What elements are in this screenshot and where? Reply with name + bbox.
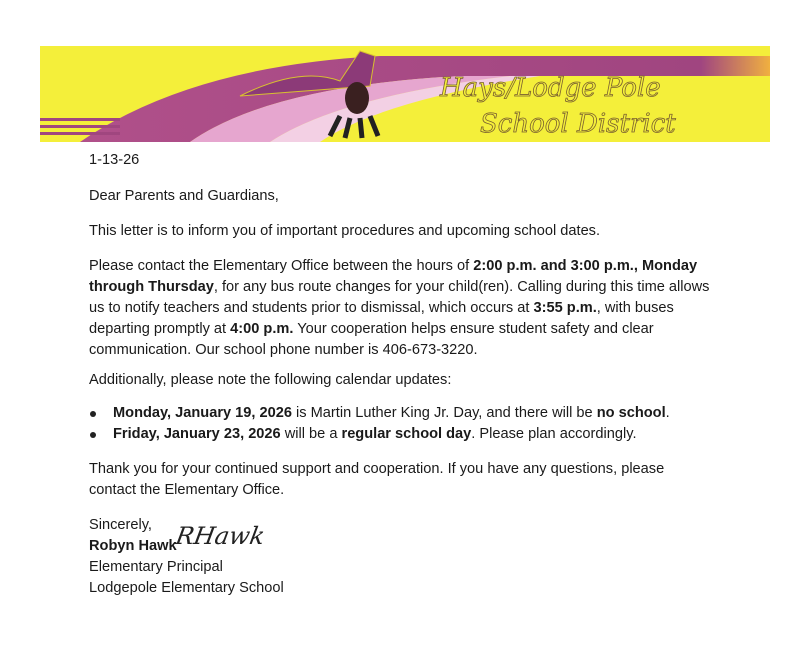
emphasis: no school (596, 405, 666, 421)
letter-date: 1-13-26 (89, 152, 140, 168)
text: communication. Our school phone number is 406-673-3220. (89, 342, 478, 358)
salutation: Dear Parents and Guardians, (89, 188, 279, 204)
bullet-icon (90, 432, 96, 438)
text: Your cooperation helps ensure student safety and clear (293, 321, 654, 337)
text: is Martin Luther King Jr. Day, and there will be (292, 405, 597, 421)
emphasis: Monday, January 19, 2026 (113, 405, 292, 421)
closing-paragraph (89, 459, 664, 501)
school-district-logo-banner (40, 46, 770, 142)
emphasis: 3:55 p.m. (533, 300, 597, 316)
text: will be a (280, 426, 342, 442)
bullet-icon (90, 411, 96, 417)
emphasis: 4:00 p.m. (230, 321, 294, 337)
text: Thank you for your continued support and cooperation. If you have any questions, please (89, 461, 665, 477)
text: departing promptly at (89, 321, 231, 337)
text: . (665, 405, 670, 421)
text: contact the Elementary Office. (89, 482, 285, 498)
text: Please contact the Elementary Office between the hours of (89, 258, 474, 274)
emphasis: regular school day (341, 426, 472, 442)
logo-title-line1: Hays/Lodge Pole (440, 73, 661, 103)
emphasis: through Thursday (89, 279, 214, 295)
calendar-intro: Additionally, please note the following calendar updates: (89, 372, 452, 388)
bus-procedures-paragraph (89, 256, 709, 361)
signer-title: Elementary Principal (89, 559, 223, 575)
sign-off: Sincerely, (89, 517, 152, 533)
signer-name: Robyn Hawk (89, 538, 177, 554)
intro-paragraph: This letter is to inform you of important procedures and upcoming school dates. (89, 223, 601, 239)
handwritten-signature: RHawk (173, 522, 267, 550)
emphasis: 2:00 p.m. and 3:00 p.m., Monday (473, 258, 698, 274)
calendar-bullet (113, 424, 637, 445)
logo-title-line2: School District (480, 109, 676, 139)
text: , for any bus route changes for your child(ren). Calling during this time allows (213, 279, 710, 295)
signer-school: Lodgepole Elementary School (89, 580, 284, 596)
text: , with buses (596, 300, 674, 316)
text: . Please plan accordingly. (471, 426, 637, 442)
text: us to notify teachers and students prior to dismissal, which occurs at (89, 300, 534, 316)
calendar-bullet (113, 403, 670, 424)
emphasis: Friday, January 23, 2026 (113, 426, 281, 442)
